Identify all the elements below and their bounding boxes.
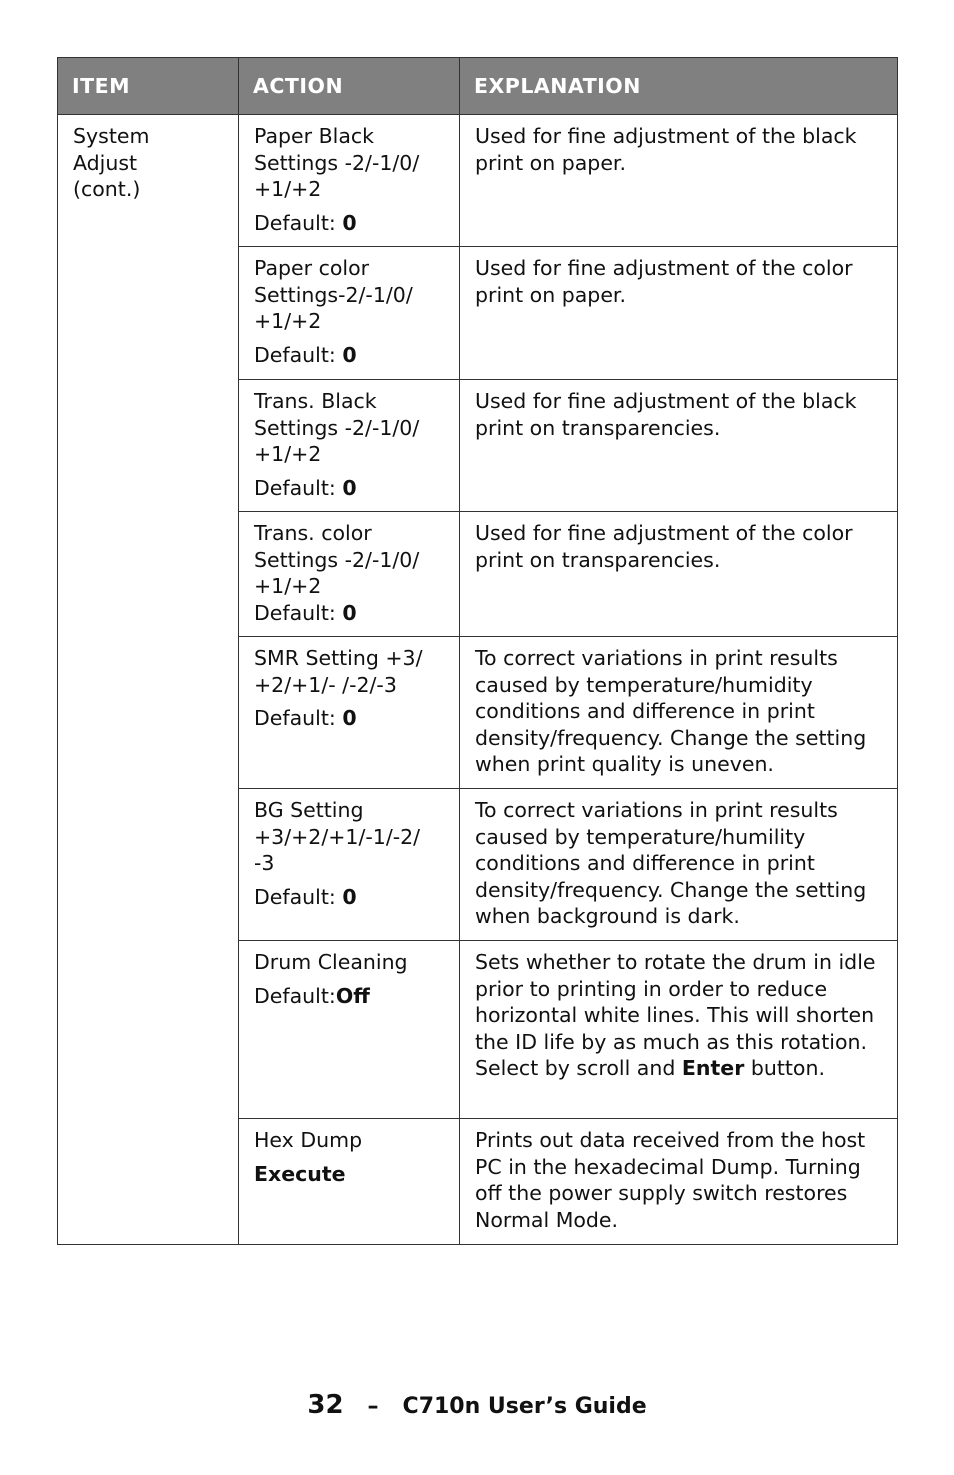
default-value: 0 [342, 884, 357, 909]
default-label: Default: [254, 600, 343, 625]
explanation-cell [460, 941, 898, 1119]
explanation-tail: button. [744, 1056, 825, 1080]
default-line [254, 600, 445, 627]
explanation-cell: Used for fine adjustment of the black print on transparencies. [460, 380, 898, 512]
guide-title: C710n User’s Guide [402, 1394, 647, 1419]
explanation-cell: Prints out data received from the host PC in the hexadecimal Dump. Turning off the power supply switch restores Normal Mode. [460, 1119, 898, 1245]
action-line: Settings -2/-1/0/ [254, 415, 420, 440]
action-cell [239, 115, 460, 247]
explanation-cell: Used for fine adjustment of the color print on paper. [460, 247, 898, 380]
action-line: +1/+2 [254, 442, 322, 466]
default-line [254, 705, 445, 732]
default-label: Default: [254, 706, 343, 730]
item-line: Adjust [73, 150, 138, 175]
default-value: Off [335, 983, 370, 1008]
action-line: Hex Dump [254, 1128, 363, 1152]
item-line: System [73, 124, 150, 148]
action-line: +2/+1/- /-2/-3 [254, 672, 397, 697]
action-line: Drum Cleaning [254, 950, 408, 974]
default-label: Default: [254, 210, 343, 235]
default-line [254, 884, 445, 911]
default-line [254, 210, 445, 237]
default-line [254, 983, 445, 1010]
action-line: Settings -2/-1/0/ [254, 547, 420, 572]
default-line [254, 1161, 445, 1188]
action-cell [239, 1119, 460, 1245]
default-value: Execute [254, 1161, 346, 1186]
action-line: +1/+2 [254, 574, 322, 598]
header-explanation: EXPLANATION [460, 58, 898, 115]
item-line: (cont.) [73, 177, 141, 201]
table-row [58, 115, 898, 247]
action-line: Trans. color [254, 521, 372, 545]
action-line: Settings-2/-1/0/ [254, 282, 413, 307]
explanation-cell: To correct variations in print results caused by temperature/humility conditions and difference in print density/frequency. Change the setting when background is dark. [460, 789, 898, 941]
action-cell [239, 380, 460, 512]
action-cell [239, 247, 460, 380]
action-line: Trans. Black [254, 389, 377, 413]
table-header-row [58, 58, 898, 115]
settings-table [57, 57, 898, 1245]
page-number: 32 [307, 1390, 344, 1420]
default-label: Default: [254, 475, 343, 500]
enter-key-label: Enter [681, 1056, 745, 1080]
item-cell [58, 115, 239, 1245]
action-cell [239, 512, 460, 637]
action-line: +1/+2 [254, 309, 322, 333]
default-label: Default: [254, 983, 336, 1008]
explanation-cell: Used for fine adjustment of the black print on paper. [460, 115, 898, 247]
default-line [254, 475, 445, 502]
default-line [254, 342, 445, 369]
page-footer [0, 1390, 954, 1420]
action-line: -3 [254, 851, 275, 875]
default-value: 0 [342, 342, 357, 367]
header-item: ITEM [58, 58, 239, 115]
default-label: Default: [254, 342, 343, 367]
action-line: BG Setting [254, 798, 364, 822]
action-cell [239, 941, 460, 1119]
header-action: ACTION [239, 58, 460, 115]
action-line: Paper color [254, 256, 370, 280]
action-line: +1/+2 [254, 177, 322, 201]
action-cell [239, 637, 460, 789]
explanation-cell: To correct variations in print results caused by temperature/humidity conditions and difference in print density/frequency. Change the setting when print quality is uneven. [460, 637, 898, 789]
default-value: 0 [342, 600, 357, 625]
default-value: 0 [342, 475, 357, 500]
explanation-text: Sets whether to rotate the drum in idle prior to printing in order to reduce horizontal white lines. This will shorten the ID life by as much as this rotation. Select by scroll and [475, 950, 876, 1080]
default-value: 0 [342, 210, 357, 235]
action-line: Settings -2/-1/0/ [254, 150, 420, 175]
action-line: Paper Black [254, 124, 375, 148]
action-cell [239, 789, 460, 941]
default-value: 0 [342, 706, 357, 730]
default-label: Default: [254, 884, 343, 909]
action-line: +3/+2/+1/-1/-2/ [254, 824, 421, 849]
explanation-cell: Used for fine adjustment of the color print on transparencies. [460, 512, 898, 637]
footer-dash: – [367, 1394, 379, 1419]
action-line: SMR Setting +3/ [254, 646, 423, 670]
